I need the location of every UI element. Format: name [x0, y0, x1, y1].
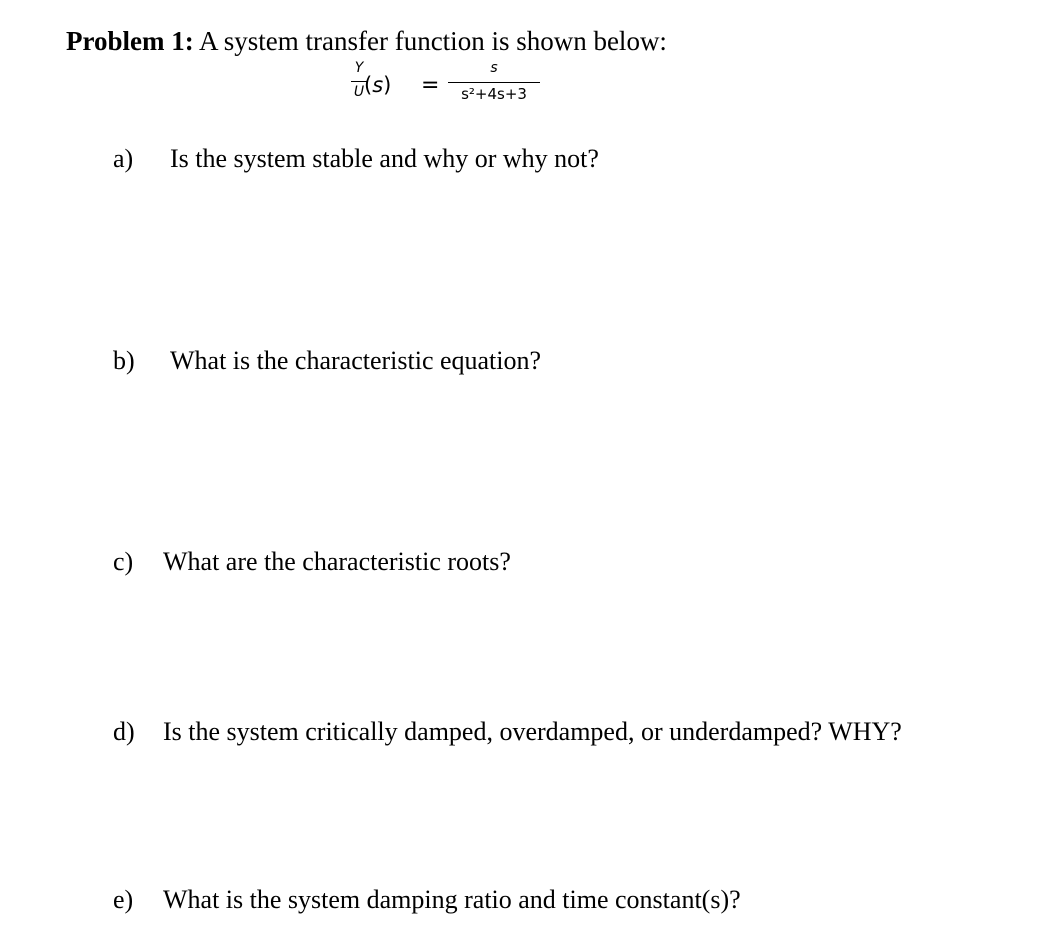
problem-intro: A system transfer function is shown below: [199, 26, 667, 56]
question-text: What is the characteristic equation? [170, 346, 542, 375]
question-text: Is the system stable and why or why not? [170, 144, 599, 173]
question-d [113, 716, 902, 748]
question-text: Is the system critically damped, overdamped, or underdamped? WHY? [163, 717, 902, 746]
question-letter: e) [113, 885, 134, 914]
rhs-numerator: s [490, 60, 498, 76]
question-letter: d) [113, 717, 135, 746]
lhs-argument [364, 72, 391, 98]
equals-sign: = [421, 73, 440, 98]
rhs-fraction [448, 60, 540, 104]
lhs-argument-open: ( [364, 73, 373, 97]
lhs-variable: s [372, 73, 384, 97]
question-letter: a) [113, 144, 134, 173]
problem-heading [66, 24, 667, 58]
lhs-numerator: Y [354, 60, 364, 76]
question-e [113, 884, 741, 916]
rhs-fraction-bar [448, 82, 540, 83]
question-c [113, 546, 511, 578]
problem-label: Problem 1: [66, 26, 194, 56]
rhs-denominator: s²+4s+3 [461, 85, 527, 103]
question-text: What are the characteristic roots? [163, 547, 511, 576]
question-letter: b) [113, 346, 135, 375]
lhs-denominator: U [353, 84, 365, 100]
question-b [113, 345, 541, 377]
question-a [113, 143, 599, 175]
question-letter: c) [113, 547, 134, 576]
question-text: What is the system damping ratio and time constant(s)? [163, 885, 741, 914]
lhs-argument-close: ) [383, 73, 392, 97]
